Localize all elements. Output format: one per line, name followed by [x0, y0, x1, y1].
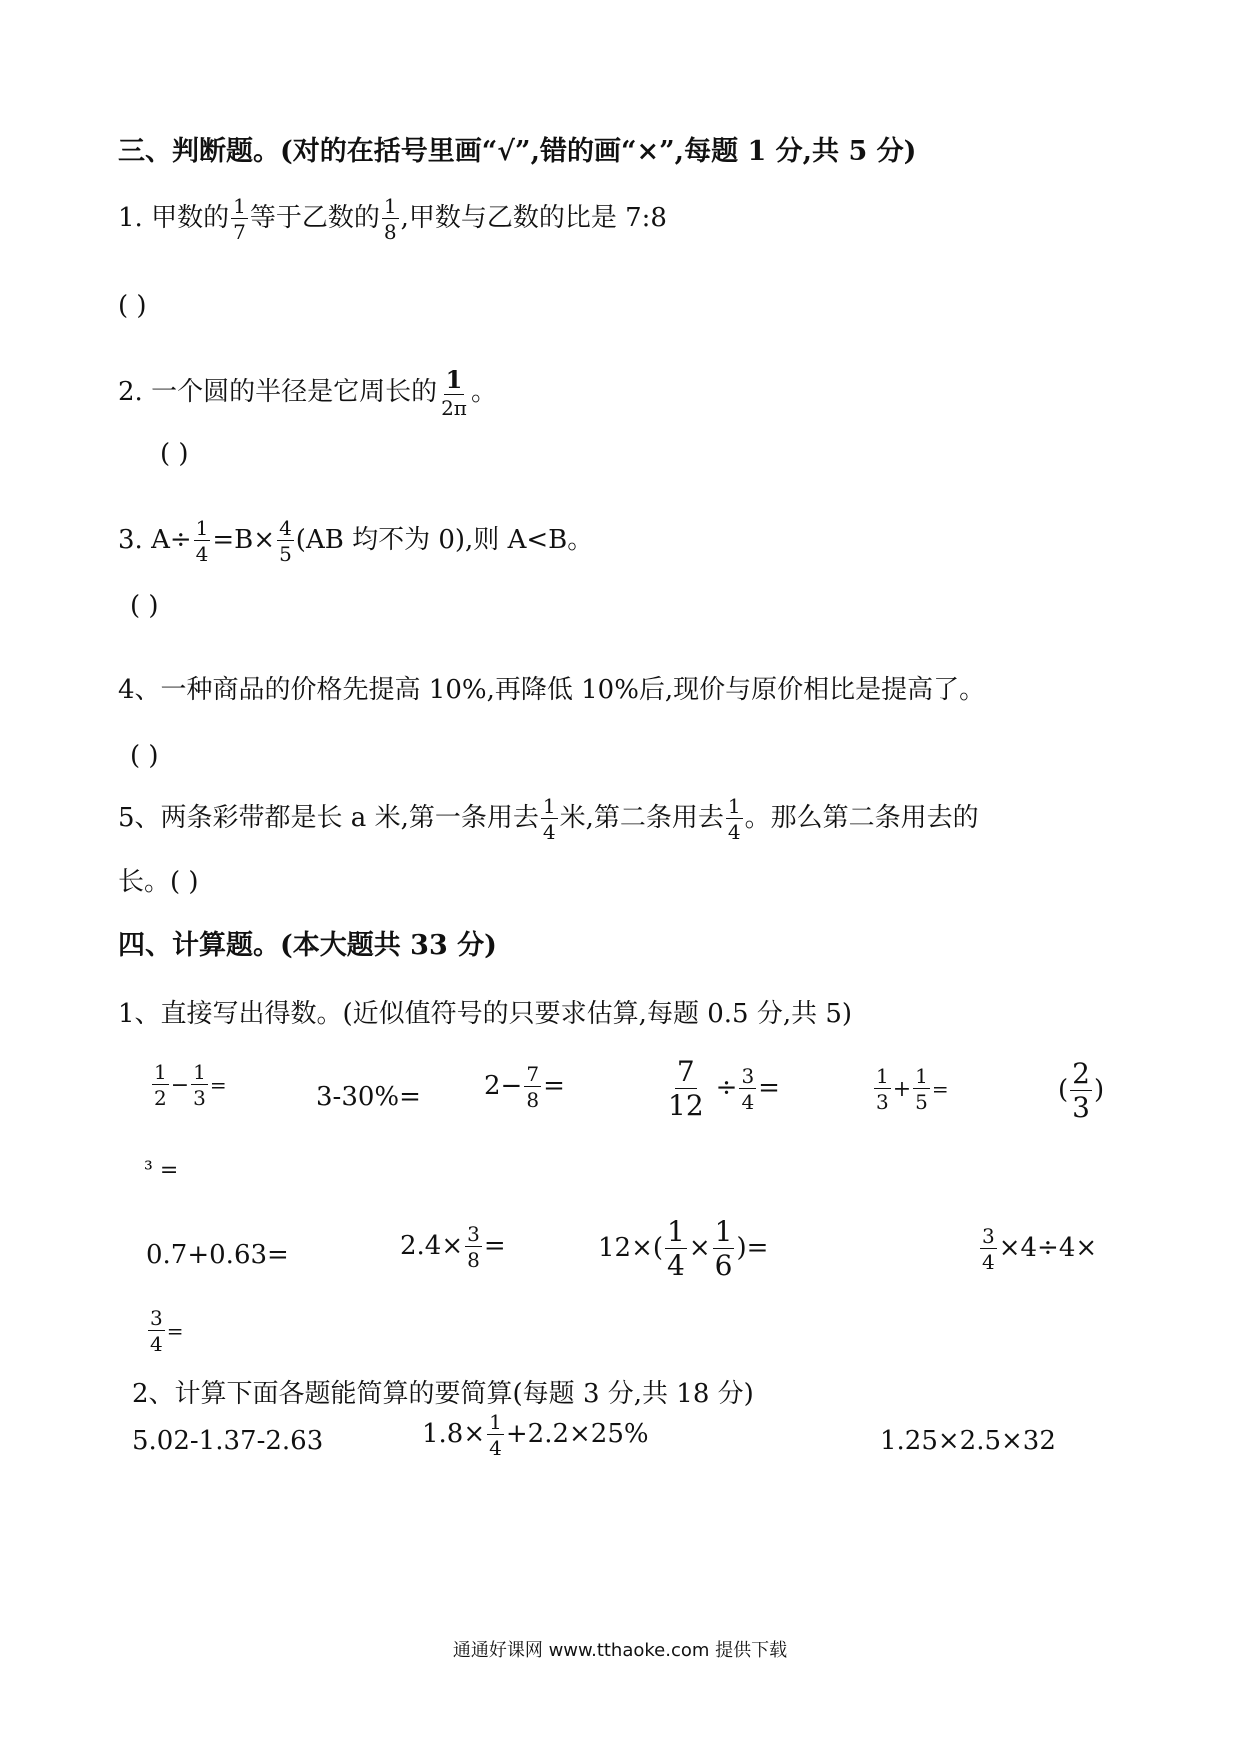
close-paren: ): [1093, 1075, 1105, 1105]
denominator: 8: [526, 1088, 540, 1112]
calc-7: 0.7+0.63=: [146, 1240, 289, 1270]
calc-9-prefix: 12×(: [598, 1233, 664, 1263]
calc-9: [598, 1215, 769, 1282]
simplify-1: 5.02-1.37-2.63: [132, 1426, 324, 1456]
calc-4-fraction-b: [739, 1066, 756, 1112]
numerator: 1: [915, 1064, 928, 1088]
operator: ×: [688, 1233, 711, 1263]
numerator: 3: [150, 1306, 163, 1330]
calc-3: [484, 1064, 565, 1110]
q3-text-mid: =B×: [212, 525, 276, 555]
denominator: 4: [727, 820, 741, 844]
denominator: 4: [150, 1332, 163, 1356]
q3-text-post: (AB 均不为 0),则 A<B。: [295, 525, 594, 555]
simplify-2: [422, 1412, 649, 1458]
calc-3-fraction: [524, 1064, 541, 1110]
question-1: [118, 196, 667, 242]
simplify-2-fraction: [487, 1412, 504, 1458]
numerator: 1: [154, 1060, 167, 1084]
denominator: 8: [383, 220, 397, 244]
numerator: 7: [676, 1055, 695, 1088]
equals: =: [209, 1073, 227, 1097]
calc-9-fraction-b: [713, 1215, 735, 1282]
q2-text-post: 。: [470, 377, 497, 407]
calc-3-prefix: 2−: [484, 1071, 523, 1101]
calc-10: [978, 1226, 1097, 1272]
q1-text-pre: 1. 甲数的: [118, 203, 230, 233]
q1-answer-paren[interactable]: ( ): [118, 291, 147, 321]
part-1-title: 1、直接写出得数。(近似值符号的只要求估算,每题 0.5 分,共 5): [118, 999, 853, 1029]
equals: =: [166, 1319, 184, 1343]
calc-5-fraction-a: [874, 1066, 891, 1112]
numerator: 1: [445, 365, 463, 394]
denominator: 3: [876, 1090, 889, 1114]
calc-1-fraction-b: [191, 1062, 208, 1108]
calc-10-fraction-a: [980, 1226, 997, 1272]
q1-fraction-1: [231, 196, 248, 242]
open-paren: (: [1058, 1075, 1069, 1105]
calc-2: 3-30%=: [316, 1082, 421, 1112]
operator: ÷: [715, 1073, 738, 1103]
page-footer: 通通好课网 www.tthaoke.com 提供下载: [452, 1640, 788, 1661]
question-5: [118, 796, 979, 842]
q5-text-post: 。那么第二条用去的: [744, 803, 979, 833]
equals: =: [483, 1231, 506, 1261]
calc-1: [150, 1062, 227, 1108]
calc-10-middle: ×4÷4×: [998, 1233, 1098, 1263]
question-2: [118, 365, 497, 420]
simplify-2-suffix: +2.2×25%: [505, 1419, 649, 1449]
denominator: 4: [982, 1250, 995, 1274]
numerator: 3: [982, 1224, 995, 1248]
equals: =: [758, 1073, 780, 1103]
denominator: 3: [193, 1086, 206, 1110]
calc-9-fraction-a: [665, 1215, 687, 1282]
q5-text-pre: 5、两条彩带都是长 a 米,第一条用去: [118, 803, 539, 833]
calc-8-prefix: 2.4×: [400, 1231, 464, 1261]
numerator: 1: [714, 1215, 733, 1248]
denominator: 2π: [441, 396, 467, 420]
denominator: 12: [668, 1089, 704, 1122]
numerator: 3: [467, 1222, 480, 1246]
denominator: 4: [667, 1249, 685, 1282]
q2-text-pre: 2. 一个圆的半径是它周长的: [118, 377, 438, 407]
calc-1-fraction-a: [152, 1062, 169, 1108]
numerator: 4: [279, 516, 292, 540]
denominator: 5: [279, 542, 292, 566]
q2-answer-paren[interactable]: ( ): [160, 439, 189, 469]
numerator: 1: [489, 1410, 502, 1434]
simplify-2-prefix: 1.8×: [422, 1419, 486, 1449]
section-3-heading: 三、判断题。(对的在括号里画“√”,错的画“×”,每题 1 分,共 5 分): [118, 136, 917, 167]
q5-fraction-1: [541, 796, 558, 842]
simplify-3: 1.25×2.5×32: [880, 1426, 1056, 1456]
operator: +: [892, 1077, 912, 1102]
numerator: 2: [1072, 1057, 1090, 1090]
denominator: 4: [489, 1436, 502, 1460]
calc-5: [872, 1066, 949, 1112]
numerator: 7: [526, 1062, 540, 1086]
equals: =: [931, 1077, 949, 1101]
q5-line-2: 长。( ): [118, 867, 199, 897]
calc-6: [1058, 1057, 1105, 1124]
numerator: 1: [542, 794, 556, 818]
denominator: 4: [741, 1090, 755, 1114]
q1-text-post: ,甲数与乙数的比是 7:8: [400, 203, 667, 233]
equals: =: [543, 1071, 565, 1101]
section-4-heading: 四、计算题。(本大题共 33 分): [118, 930, 497, 961]
q1-text-mid: 等于乙数的: [249, 203, 380, 233]
calc-8-fraction: [465, 1224, 482, 1270]
calc-9-suffix: )=: [736, 1233, 769, 1263]
denominator: 3: [1072, 1091, 1090, 1124]
q3-text-pre: 3. A÷: [118, 525, 192, 555]
denominator: 5: [915, 1090, 928, 1114]
calc-5-fraction-b: [913, 1066, 930, 1112]
q3-answer-paren[interactable]: ( ): [130, 591, 159, 621]
numerator: 1: [876, 1064, 889, 1088]
numerator: 1: [383, 194, 397, 218]
numerator: 1: [727, 794, 741, 818]
calc-10-continuation: [146, 1308, 184, 1354]
denominator: 2: [154, 1086, 167, 1110]
part-2-title: 2、计算下面各题能简算的要简算(每题 3 分,共 18 分): [132, 1379, 754, 1409]
numerator: 1: [195, 516, 209, 540]
calc-4-fraction-a: [666, 1055, 706, 1122]
calc-4: [664, 1055, 780, 1122]
denominator: 6: [714, 1249, 733, 1282]
numerator: 1: [233, 194, 246, 218]
calc-6-continuation: ³ =: [144, 1158, 179, 1183]
q2-fraction: [439, 365, 469, 420]
denominator: 4: [542, 820, 556, 844]
calc-6-fraction: [1070, 1057, 1092, 1124]
q5-text-mid: 米,第二条用去: [559, 803, 724, 833]
numerator: 1: [193, 1060, 206, 1084]
denominator: 8: [467, 1248, 480, 1272]
q1-fraction-2: [382, 196, 399, 242]
numerator: 1: [667, 1215, 685, 1248]
q5-fraction-2: [726, 796, 743, 842]
q4-answer-paren[interactable]: ( ): [130, 741, 159, 771]
q3-fraction-1: [194, 518, 211, 564]
operator: −: [170, 1073, 190, 1098]
q3-fraction-2: [277, 518, 294, 564]
calc-8: [400, 1224, 506, 1270]
question-3: [118, 518, 593, 564]
denominator: 7: [233, 220, 246, 244]
question-4: 4、一种商品的价格先提高 10%,再降低 10%后,现价与原价相比是提高了。: [118, 675, 986, 705]
numerator: 3: [741, 1064, 755, 1088]
denominator: 4: [195, 542, 209, 566]
calc-10-fraction-b: [148, 1308, 165, 1354]
